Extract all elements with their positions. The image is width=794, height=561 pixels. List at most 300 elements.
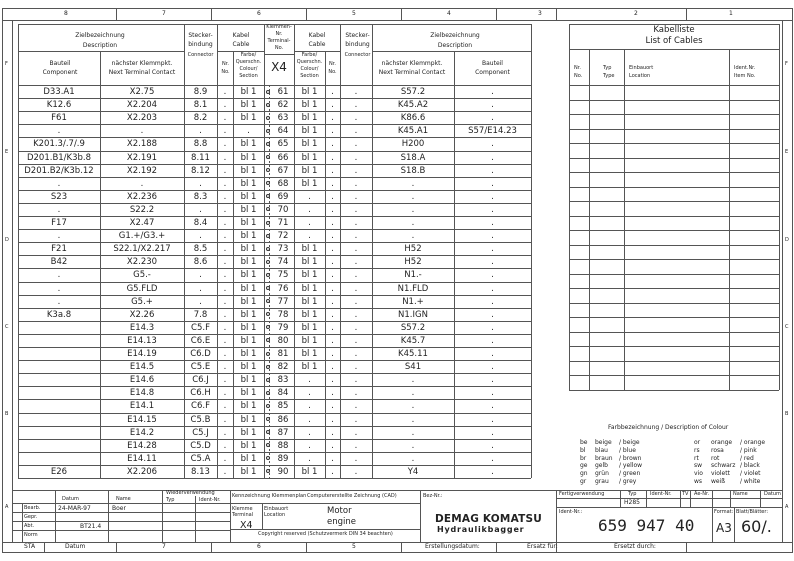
title-block-line xyxy=(230,503,420,504)
colour-name-en: / red xyxy=(740,454,754,462)
header-component-en: Component xyxy=(42,69,78,76)
terminal-dash xyxy=(269,97,270,99)
ruler-label: 4 xyxy=(447,10,451,17)
row-next-terminal-right: . xyxy=(411,440,415,451)
table-row-line xyxy=(18,308,531,309)
row-next-terminal: X2.75 xyxy=(129,87,155,97)
ruler-label: D xyxy=(5,237,9,243)
row-component-right: . xyxy=(491,231,494,242)
ruler-label: 6 xyxy=(257,543,261,550)
row-next-terminal: E14.8 xyxy=(129,388,155,399)
terminal-dash xyxy=(269,333,270,335)
table-row-line xyxy=(18,98,531,99)
terminal-dash xyxy=(269,357,270,359)
tb-cad-note: Computererstellte Zeichnung (CAD) xyxy=(307,493,397,499)
row-next-terminal: X2.206 xyxy=(126,466,158,477)
table-row-line xyxy=(18,268,531,269)
row-colour-right: . xyxy=(308,204,311,215)
tb-header-reuse: Wiederverwendung xyxy=(166,490,215,496)
row-cable-no: . xyxy=(223,335,227,346)
row-component: . xyxy=(57,178,61,189)
row-colour-right: . xyxy=(308,401,311,412)
row-connector-right: . xyxy=(354,191,358,202)
cable-col-ident: Item No. xyxy=(734,73,756,79)
cable-col-location: Location xyxy=(629,73,651,79)
row-connector: C5.D xyxy=(190,440,211,451)
row-colour-right: bl 1 xyxy=(301,362,318,373)
row-next-terminal: E14.15 xyxy=(127,414,157,425)
row-connector: 8.5 xyxy=(193,244,208,255)
row-next-terminal: E14.3 xyxy=(129,322,155,333)
header-target-designation-right: Zielbezeichnung xyxy=(430,32,480,39)
row-component-right: . xyxy=(491,388,494,399)
header-cable-right: Kabel xyxy=(308,32,326,39)
row-colour: bl 1 xyxy=(240,414,257,425)
table-row-line xyxy=(18,164,531,165)
row-next-terminal-right: . xyxy=(411,231,415,242)
terminal-dash xyxy=(269,281,270,283)
row-next-terminal: E14.5 xyxy=(129,362,155,373)
row-next-terminal: X2.230 xyxy=(126,257,158,268)
header-divider xyxy=(294,51,340,52)
terminal-dash xyxy=(269,173,270,175)
row-cable-no-right: . xyxy=(331,191,334,202)
title-block-line xyxy=(420,490,421,542)
row-connector-right: . xyxy=(354,466,358,477)
frame-line xyxy=(12,20,13,543)
tb-name-label: Name xyxy=(733,491,748,497)
row-cable-no-right: . xyxy=(331,362,334,373)
row-terminal-no: 87 xyxy=(277,427,289,438)
terminal-dash xyxy=(269,293,270,295)
row-connector: 8.2 xyxy=(193,113,208,124)
row-component-right: . xyxy=(491,309,494,320)
row-connector-right: . xyxy=(354,296,358,307)
ruler-label: 1 xyxy=(729,10,733,17)
row-cable-no-right: . xyxy=(331,152,334,163)
header-colour-right: Colour/ xyxy=(300,66,319,72)
row-component: K3a.8 xyxy=(46,309,72,320)
row-component: D201.B2/K3b.12 xyxy=(24,165,94,176)
row-next-terminal-right: N1.- xyxy=(404,270,422,281)
row-terminal-no: 73 xyxy=(277,244,289,255)
terminal-dash xyxy=(269,269,270,271)
logo-subtitle: Hydraulikbagger xyxy=(437,525,525,534)
colour-code: gr xyxy=(580,478,587,485)
row-colour-right: bl 1 xyxy=(301,349,318,359)
ruler-label: F xyxy=(5,61,8,67)
tb-label-norm: Norm xyxy=(24,532,38,538)
colour-name-de: weiß xyxy=(711,478,726,485)
table-column xyxy=(264,24,265,478)
row-next-terminal: E14.11 xyxy=(127,453,157,464)
row-terminal-no: 75 xyxy=(277,270,289,281)
row-component-right: . xyxy=(491,270,494,281)
row-terminal-no: 67 xyxy=(277,165,289,176)
row-cable-no: . xyxy=(223,126,227,137)
terminal-dash xyxy=(269,449,270,451)
row-connector-right: . xyxy=(354,453,358,464)
row-component-right: . xyxy=(491,165,494,176)
ruler-divider xyxy=(686,542,687,553)
table-row-line xyxy=(18,386,531,387)
ruler-label: 7 xyxy=(162,543,166,550)
row-connector-right: . xyxy=(354,440,358,451)
row-cable-no: . xyxy=(223,322,227,333)
terminal-point-icon xyxy=(266,312,270,316)
colour-name-en: / black xyxy=(740,462,760,470)
row-colour-right: . xyxy=(308,231,311,242)
tb-label-bearb: Bearb. xyxy=(24,505,41,511)
row-cable-no: . xyxy=(223,204,227,215)
tb-location-value: Motor xyxy=(327,506,352,516)
row-cable-no: . xyxy=(223,283,227,294)
row-colour-right: bl 1 xyxy=(301,296,318,307)
terminal-dash xyxy=(269,225,270,227)
row-cable-no-right: . xyxy=(331,335,334,346)
cable-col-nr: Nr. xyxy=(574,65,581,71)
colour-code: rt xyxy=(694,454,699,462)
row-component-right: . xyxy=(491,218,494,228)
tb-change-label: Äe-Nr. xyxy=(694,491,710,497)
terminal-dash xyxy=(269,309,270,311)
terminal-dash xyxy=(269,229,270,231)
table-row-line xyxy=(18,190,531,191)
header-number-right: No. xyxy=(328,69,337,75)
row-terminal-no: 85 xyxy=(277,401,289,412)
cable-list-title-en: List of Cables xyxy=(645,36,703,46)
tb-format-value: A3 xyxy=(716,521,732,535)
row-connector-right: . xyxy=(354,375,358,386)
row-connector: 8.3 xyxy=(193,191,208,202)
colour-name-de: rot xyxy=(711,454,720,462)
row-component-right: . xyxy=(491,335,494,346)
row-component: F21 xyxy=(51,244,67,255)
row-cable-no-right: . xyxy=(331,87,334,97)
cable-list-border xyxy=(779,24,780,390)
frame-line xyxy=(2,20,792,21)
title-block-line xyxy=(620,490,621,507)
row-cable-no: . xyxy=(223,349,227,359)
header-cable: Kabel xyxy=(232,32,250,39)
row-colour-right: bl 1 xyxy=(301,322,318,333)
header-terminal-no: Nr. xyxy=(275,31,283,37)
header-number: No. xyxy=(221,69,230,75)
row-next-terminal: G1.+/G3.+ xyxy=(118,231,166,242)
row-terminal-no: 86 xyxy=(277,414,289,425)
row-connector-right: . xyxy=(354,87,358,97)
row-colour: bl 1 xyxy=(240,218,257,228)
row-next-terminal-right: S18.A xyxy=(400,152,426,163)
row-colour: bl 1 xyxy=(240,453,257,464)
row-component-right: . xyxy=(491,178,494,189)
row-connector: C6.F xyxy=(191,401,210,412)
row-cable-no: . xyxy=(223,388,227,399)
terminal-point-icon xyxy=(266,378,270,382)
row-component: E26 xyxy=(50,466,68,477)
terminal-dash xyxy=(269,477,270,479)
header-description: Description xyxy=(82,42,118,49)
row-colour-right: . xyxy=(308,427,311,438)
title-block-line xyxy=(680,490,681,507)
row-colour: bl 1 xyxy=(240,257,257,268)
row-cable-no: . xyxy=(223,453,227,464)
terminal-dash xyxy=(269,149,270,151)
title-block-line xyxy=(760,490,761,507)
row-colour: bl 1 xyxy=(240,100,257,111)
row-terminal-no: 81 xyxy=(277,349,289,359)
ruler-divider xyxy=(116,8,117,20)
tb-header-name: Name xyxy=(116,496,131,502)
ruler-divider xyxy=(496,542,497,553)
terminal-dash xyxy=(269,401,270,403)
row-connector-right: . xyxy=(354,322,358,333)
row-colour: bl 1 xyxy=(240,322,257,333)
row-colour: bl 1 xyxy=(240,152,257,163)
tb-type-label: Typ xyxy=(628,491,637,497)
header-connector-right: Stecker- xyxy=(345,32,370,39)
row-component-right: . xyxy=(491,113,494,124)
table-row-line xyxy=(18,426,531,427)
row-component: F61 xyxy=(51,113,67,124)
header-next-terminal-en: Next Terminal Contact xyxy=(108,69,176,76)
tb-type-value: H285 xyxy=(624,499,640,506)
row-component: B42 xyxy=(50,257,68,268)
colour-code: ge xyxy=(580,462,588,470)
header-connector-right: Connector xyxy=(344,52,371,58)
colour-code: br xyxy=(580,454,587,462)
tb-doc-kind: Kennzeichnung Klemmenplan xyxy=(232,493,307,499)
title-block-line xyxy=(734,507,735,542)
title-block-line xyxy=(556,507,782,508)
row-connector-right: . xyxy=(354,270,358,281)
terminal-dash xyxy=(269,253,270,255)
row-next-terminal: X2.236 xyxy=(126,191,158,202)
cable-list-row xyxy=(569,230,779,231)
row-colour-right: bl 1 xyxy=(301,152,318,163)
table-row-line xyxy=(18,137,531,138)
header-colour-right: Section xyxy=(300,73,319,79)
tb-terminal-label-en: Terminal xyxy=(232,512,254,518)
row-connector: C5.A xyxy=(190,453,211,464)
row-terminal-no: 83 xyxy=(277,375,289,386)
row-colour-right: . xyxy=(308,191,311,202)
row-cable-no-right: . xyxy=(331,139,334,150)
row-connector: C6.E xyxy=(190,335,211,346)
row-next-terminal: E14.28 xyxy=(127,440,157,451)
colour-legend-title: Farbbezeichnung / Description of Colour xyxy=(608,424,729,431)
row-next-terminal-right: . xyxy=(411,427,415,438)
row-terminal-no: 71 xyxy=(277,218,289,228)
cable-list-row xyxy=(569,361,779,362)
colour-name-de: beige xyxy=(595,439,612,446)
row-connector: C6.D xyxy=(190,349,211,359)
row-next-terminal: E14.19 xyxy=(127,349,157,359)
row-next-terminal-right: . xyxy=(411,178,415,189)
ruler-label: E xyxy=(785,149,789,155)
row-connector-right: . xyxy=(354,309,358,320)
ruler-divider xyxy=(401,8,402,20)
cable-list-row xyxy=(569,346,779,347)
ruler-label: 5 xyxy=(352,543,356,550)
row-component-right: . xyxy=(491,87,494,97)
row-colour: bl 1 xyxy=(240,296,257,307)
row-colour-right: bl 1 xyxy=(301,126,318,137)
table-row-line xyxy=(18,203,531,204)
terminal-point-icon xyxy=(266,168,270,172)
ruler-label: C xyxy=(5,324,9,330)
row-colour-right: bl 1 xyxy=(301,178,318,189)
row-connector: 8.6 xyxy=(193,257,208,268)
title-block-line xyxy=(730,490,731,507)
row-next-terminal: X2.26 xyxy=(129,309,155,320)
row-cable-no-right: . xyxy=(331,231,334,242)
row-colour: bl 1 xyxy=(240,309,257,320)
row-connector-right: . xyxy=(354,126,358,137)
row-connector-right: . xyxy=(354,401,358,412)
row-next-terminal-right: Y4 xyxy=(407,466,419,477)
title-block-line xyxy=(12,512,230,513)
terminal-point-icon xyxy=(266,221,270,225)
row-terminal-no: 61 xyxy=(277,87,289,97)
row-connector: 8.1 xyxy=(193,100,208,111)
row-cable-no: . xyxy=(223,244,227,255)
row-component: . xyxy=(57,231,61,242)
row-component: F17 xyxy=(51,218,67,228)
ruler-label: Datum xyxy=(65,543,86,550)
table-row-line xyxy=(18,465,531,466)
colour-code: rs xyxy=(694,446,700,454)
colour-name-de: grau xyxy=(595,478,609,485)
colour-name-de: gelb xyxy=(595,462,608,470)
row-terminal-no: 74 xyxy=(277,257,289,268)
header-terminal-no: No. xyxy=(274,45,284,51)
colour-name-en: / grey xyxy=(619,478,637,485)
row-component-right: . xyxy=(491,427,494,438)
row-next-terminal-right: H52 xyxy=(404,244,422,255)
cable-list-border xyxy=(569,390,779,391)
header-colour-right: Farbe/ xyxy=(301,52,318,58)
table-row-line xyxy=(18,321,531,322)
header-cable: Cable xyxy=(232,41,250,48)
header-next-terminal-right-en: Next Terminal Contact xyxy=(378,69,446,76)
colour-name-de: schwarz xyxy=(711,462,736,470)
row-component: . xyxy=(57,204,61,215)
terminal-point-icon xyxy=(266,90,270,94)
row-colour: bl 1 xyxy=(240,139,257,150)
cable-list-row xyxy=(569,114,779,115)
colour-code: vio xyxy=(694,470,703,478)
ruler-divider xyxy=(44,542,45,553)
row-connector: . xyxy=(199,126,202,137)
row-cable-no-right: . xyxy=(331,322,334,333)
row-connector-right: . xyxy=(354,362,358,373)
row-cable-no-right: . xyxy=(331,388,334,399)
terminal-dash xyxy=(269,217,270,219)
row-colour-right: bl 1 xyxy=(301,309,318,320)
row-colour: bl 1 xyxy=(240,362,257,373)
colour-name-en: / blue xyxy=(619,446,636,454)
row-next-terminal: X2.204 xyxy=(126,100,158,111)
row-cable-no: . xyxy=(223,257,227,268)
row-terminal-no: 69 xyxy=(277,191,289,202)
row-component-right: . xyxy=(491,414,494,425)
cable-list-row xyxy=(569,303,779,304)
terminal-dash xyxy=(269,461,270,463)
terminal-point-icon xyxy=(266,286,270,290)
row-connector-right: . xyxy=(354,204,358,215)
row-terminal-no: 63 xyxy=(277,113,289,124)
title-block-line xyxy=(22,503,23,542)
ruler-label: B xyxy=(5,411,9,417)
ruler-divider xyxy=(401,542,402,553)
ruler-label: C xyxy=(785,324,789,330)
row-connector-right: . xyxy=(354,349,358,359)
row-cable-no: . xyxy=(223,152,227,163)
ruler-divider xyxy=(306,542,307,553)
row-next-terminal-right: . xyxy=(411,375,415,386)
ruler-label: 7 xyxy=(162,10,166,17)
terminal-dash xyxy=(269,305,270,307)
row-connector-right: . xyxy=(354,244,358,255)
header-colour: Section xyxy=(239,73,258,79)
cable-list-row xyxy=(569,332,779,333)
row-next-terminal-right: K45.A1 xyxy=(397,126,429,137)
header-number-right: Nr. xyxy=(329,61,336,67)
header-divider xyxy=(18,51,184,52)
header-number: Nr. xyxy=(222,61,229,67)
row-terminal-no: 89 xyxy=(277,453,289,464)
terminal-dash xyxy=(269,257,270,259)
row-cable-no: . xyxy=(223,270,227,281)
terminal-dash xyxy=(269,465,270,467)
tb-date-label: Datum xyxy=(764,491,781,497)
colour-code: bl xyxy=(580,446,586,454)
row-cable-no-right: . xyxy=(331,401,334,412)
ruler-label: Ersatz für: xyxy=(527,543,558,550)
row-connector: 8.11 xyxy=(191,152,210,163)
terminal-point-icon xyxy=(266,417,270,421)
table-row-line xyxy=(18,177,531,178)
row-cable-no-right: . xyxy=(331,218,334,228)
tb-terminal-value: X4 xyxy=(240,520,253,531)
terminal-point-icon xyxy=(266,234,270,238)
row-connector: 8.4 xyxy=(193,218,208,228)
row-cable-no-right: . xyxy=(331,178,334,189)
row-connector-right: . xyxy=(354,139,358,150)
cable-col-nr: No. xyxy=(574,73,583,79)
title-block-line xyxy=(646,490,647,507)
cable-list-row xyxy=(569,375,779,376)
row-next-terminal: G5.FLD xyxy=(126,283,158,294)
terminal-point-icon xyxy=(266,260,270,264)
ruler-label: E xyxy=(5,149,9,155)
row-component-right: . xyxy=(491,139,494,150)
row-connector-right: . xyxy=(354,178,358,189)
tb-bearb-name: Boer xyxy=(112,505,126,512)
title-block-line xyxy=(55,490,56,542)
cable-col-ident: Ident.Nr. xyxy=(734,65,756,71)
row-cable-no: . xyxy=(223,139,227,150)
row-colour: bl 1 xyxy=(240,466,257,477)
row-component: K12.6 xyxy=(46,100,72,111)
row-component-right: . xyxy=(491,349,494,359)
row-colour-right: bl 1 xyxy=(301,270,318,281)
row-terminal-no: 76 xyxy=(277,283,289,294)
terminal-dash xyxy=(269,277,270,279)
row-next-terminal: G5.- xyxy=(133,270,151,281)
tb-bez-label: Bez-Nr.: xyxy=(423,493,443,499)
